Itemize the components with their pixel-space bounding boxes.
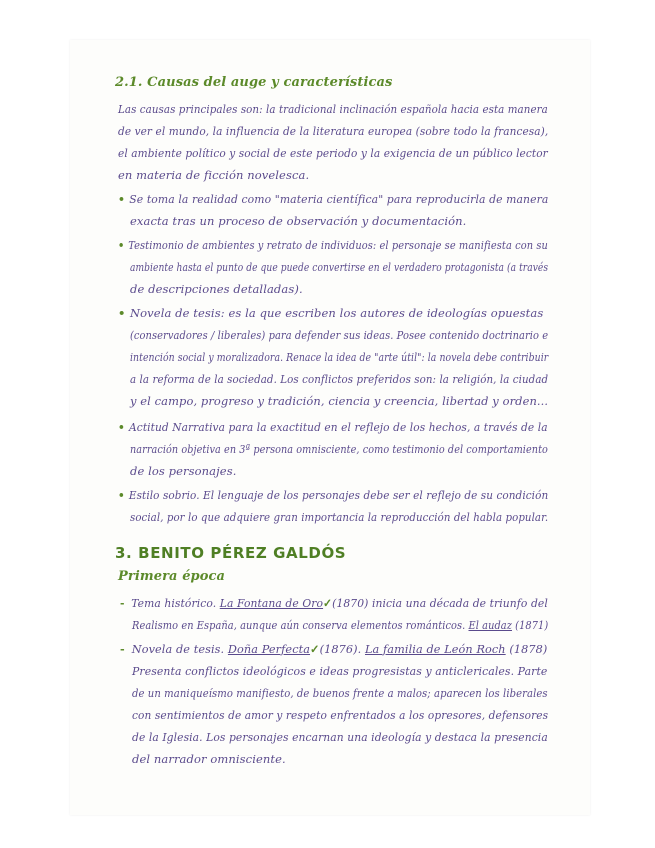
check-mark-icon: ✓ xyxy=(323,596,333,610)
bullet-text: Estilo sobrio. El lenguaje de los personajes debe ser el reflejo de su condición xyxy=(128,488,549,502)
galdos-item-1-line-1 xyxy=(120,592,548,614)
bullet-item-1-line-1 xyxy=(118,188,548,210)
bullet-text: Se toma la realidad como "materia científica" para reproducirla de manera xyxy=(129,192,549,206)
work-year: (1871) xyxy=(515,618,549,632)
bullet-item-3-line-3: intención social y moralizadora. Renace la idea de "arte útil": la novela debe contribuir xyxy=(130,350,549,364)
galdos-item-1-line-2 xyxy=(132,614,548,636)
intro-line-2: de ver el mundo, la influencia de la literatura europea (sobre todo la francesa), xyxy=(118,124,549,138)
item-text: inicia una década de triunfo del xyxy=(371,596,548,610)
galdos-item-2-line-4: con sentimientos de amor y respeto enfrentados a los opresores, defensores xyxy=(132,708,549,722)
subheading-primera-epoca: Primera época xyxy=(118,569,226,584)
work-title: El audaz xyxy=(468,618,512,632)
dash-bullet-icon: - xyxy=(120,596,125,610)
bullet-item-3-line-2: (conservadores / liberales) para defender sus ideas. Posee contenido doctrinario e xyxy=(130,328,549,342)
bullet-item-4-line-3: de los personajes. xyxy=(130,464,237,478)
bullet-dot-icon: • xyxy=(118,306,126,320)
work-year: (1878) xyxy=(509,642,548,656)
bullet-item-2-line-3: de descripciones detalladas). xyxy=(130,282,303,296)
work-year: (1870) xyxy=(332,596,369,610)
bullet-dot-icon: • xyxy=(118,192,126,206)
work-title: La familia de León Roch xyxy=(364,642,506,656)
work-title: Doña Perfecta xyxy=(227,642,311,656)
galdos-item-2-line-6: del narrador omnisciente. xyxy=(132,752,286,766)
galdos-item-2-line-3: de un maniqueísmo manifiesto, de buenos frente a malos; aparecen los liberales xyxy=(132,686,548,700)
bullet-text: Actitud Narrativa para la exactitud en el reflejo de los hechos, a través de la xyxy=(129,420,548,434)
bullet-item-4-line-1 xyxy=(118,416,548,438)
item-text: Realismo en España, aunque aún conserva elementos románticos. xyxy=(132,618,466,632)
bullet-item-5-line-2: social, por lo que adquiere gran importancia la reproducción del habla popular. xyxy=(130,510,549,524)
check-mark-icon: ✓ xyxy=(310,642,320,656)
bullet-item-2-line-2: ambiente hasta el punto de que puede convertirse en el verdadero protagonista (a través xyxy=(130,260,549,274)
bullet-item-3-line-4: a la reforma de la sociedad. Los conflictos preferidos son: la religión, la ciudad xyxy=(130,372,549,386)
bullet-item-2-line-1 xyxy=(118,234,548,256)
bullet-dot-icon: • xyxy=(118,488,125,502)
item-label: Tema histórico. xyxy=(131,596,217,610)
bullet-item-3-line-5: y el campo, progreso y tradición, ciencia y creencia, libertad y orden... xyxy=(130,394,549,408)
bullet-text: Testimonio de ambientes y retrato de individuos: el personaje se manifiesta con su xyxy=(128,238,548,252)
bullet-item-5-line-1 xyxy=(118,484,548,506)
dash-bullet-icon: - xyxy=(120,642,125,656)
galdos-item-2-line-5: de la Iglesia. Los personajes encarnan una ideología y destaca la presencia xyxy=(132,730,548,744)
bullet-item-1-line-2: exacta tras un proceso de observación y documentación. xyxy=(130,214,467,228)
section-heading-3: 3. BENITO PÉREZ GALDÓS xyxy=(115,544,347,562)
work-year: (1876). xyxy=(319,642,362,656)
item-label: Novela de tesis. xyxy=(131,642,225,656)
intro-line-3: el ambiente político y social de este periodo y la exigencia de un público lector xyxy=(118,146,548,160)
bullet-item-4-line-2: narración objetiva en 3ª persona omnisciente, como testimonio del comportamiento xyxy=(130,442,548,456)
bullet-dot-icon: • xyxy=(118,238,125,252)
intro-line-1: Las causas principales son: la tradicional inclinación española hacia esta manera xyxy=(118,102,548,116)
galdos-item-2-line-2: Presenta conflictos ideológicos e ideas progresistas y anticlericales. Parte xyxy=(132,664,548,678)
work-title: La Fontana de Oro xyxy=(219,596,324,610)
intro-line-4: en materia de ficción novelesca. xyxy=(118,168,310,182)
section-heading-2-1: 2.1. Causas del auge y características xyxy=(115,75,393,90)
galdos-item-2-line-1 xyxy=(120,638,547,660)
bullet-dot-icon: • xyxy=(118,420,125,434)
bullet-item-3-line-1 xyxy=(118,302,543,324)
bullet-text: Novela de tesis: es la que escriben los autores de ideologías opuestas xyxy=(130,306,544,320)
